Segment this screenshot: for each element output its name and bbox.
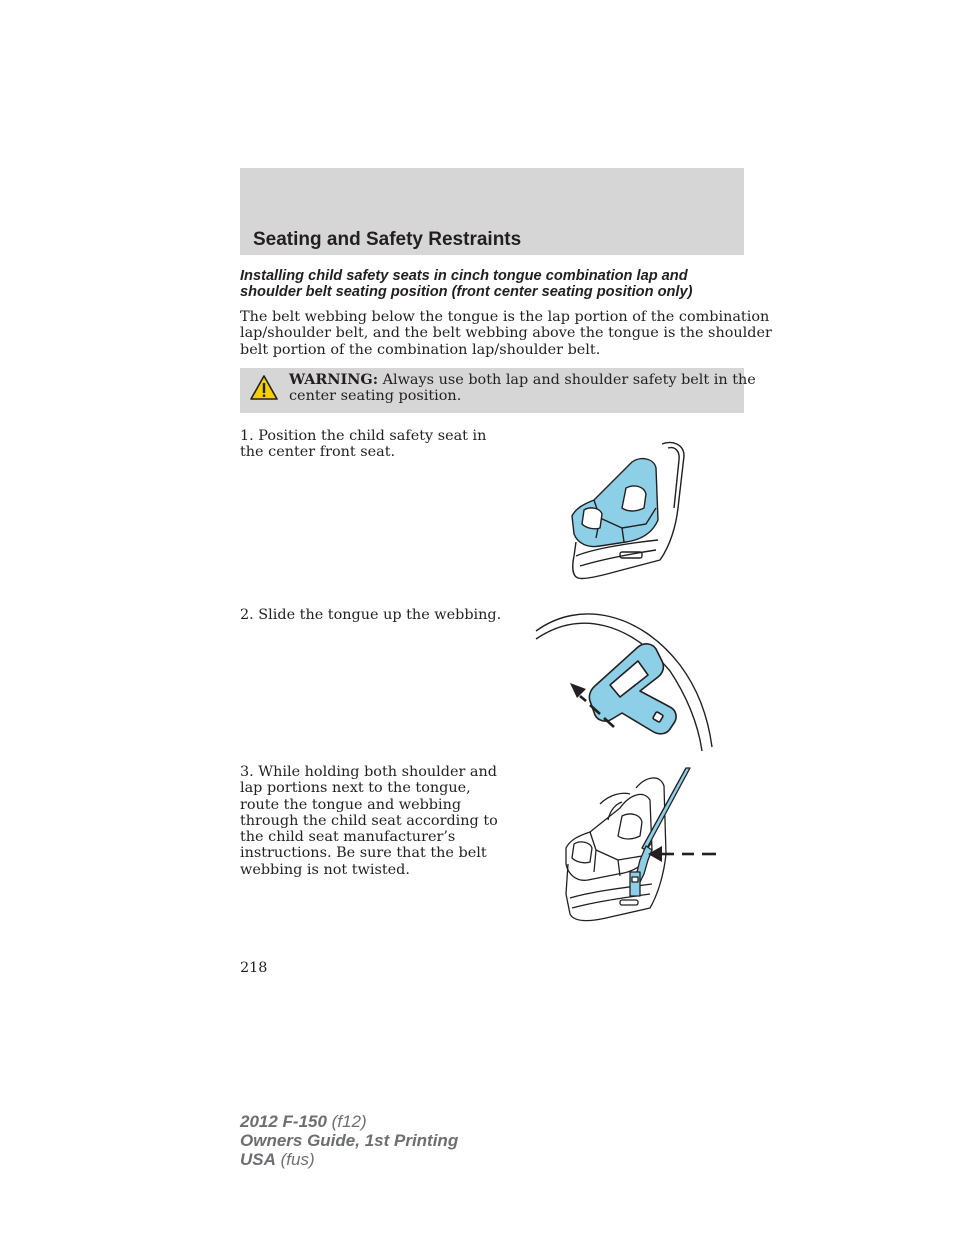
- subheading: [240, 268, 744, 300]
- step-line: route the tongue and webbing: [240, 796, 462, 813]
- warning-line: [289, 371, 756, 388]
- intro-line: belt portion of the combination lap/shoulder belt.: [240, 341, 601, 358]
- step-line: the center front seat.: [240, 444, 396, 461]
- step-1-text: [240, 428, 486, 461]
- footer-market: USA: [240, 1150, 276, 1169]
- belt-routing-illustration: [560, 764, 720, 926]
- step-line: 2. Slide the tongue up the webbing.: [240, 607, 502, 623]
- step-line: 3. While holding both shoulder and: [240, 764, 497, 780]
- intro-line: lap/shoulder belt, and the belt webbing above the tongue is the shoulder: [240, 325, 772, 342]
- footer-line: [240, 1150, 458, 1169]
- footer-printing: Owners Guide, 1st Printing: [240, 1131, 459, 1150]
- section-title: Seating and Safety Restraints: [253, 229, 522, 250]
- step-2-text: [240, 607, 501, 623]
- warning-line: center seating position.: [289, 388, 462, 405]
- footer-model: 2012 F-150: [240, 1112, 327, 1131]
- child-seat-on-seat-illustration: [560, 438, 690, 583]
- intro-line: The belt webbing below the tongue is the lap portion of the combination: [240, 309, 770, 325]
- step-3-text: [240, 764, 498, 878]
- step-line: instructions. Be sure that the belt: [240, 845, 487, 862]
- tongue-slide-illustration: [530, 605, 720, 755]
- footer-line: [240, 1112, 458, 1131]
- warning-triangle-icon: [249, 374, 279, 402]
- step-line: webbing is not twisted.: [240, 861, 410, 878]
- intro-paragraph: [240, 309, 772, 358]
- page-number: 218: [240, 960, 268, 976]
- footer-line: [240, 1131, 458, 1150]
- subheading-line: Installing child safety seats in cinch tongue combination lap and: [240, 268, 688, 284]
- step-line: lap portions next to the tongue,: [240, 780, 471, 797]
- warning-line-rest: Always use both lap and shoulder safety belt in the: [378, 372, 756, 388]
- subheading-line: shoulder belt seating position (front center seating position only): [240, 284, 693, 300]
- footer-edition: [240, 1112, 458, 1169]
- footer-market-code: (fus): [275, 1150, 315, 1169]
- step-line: the child seat manufacturer’s: [240, 829, 456, 846]
- warning-text: [289, 371, 756, 405]
- footer-model-code: (f12): [326, 1112, 367, 1131]
- step-line: 1. Position the child safety seat in: [240, 428, 487, 444]
- warning-box: [240, 368, 756, 413]
- step-line: through the child seat according to: [240, 812, 498, 829]
- warning-label: WARNING:: [289, 371, 379, 388]
